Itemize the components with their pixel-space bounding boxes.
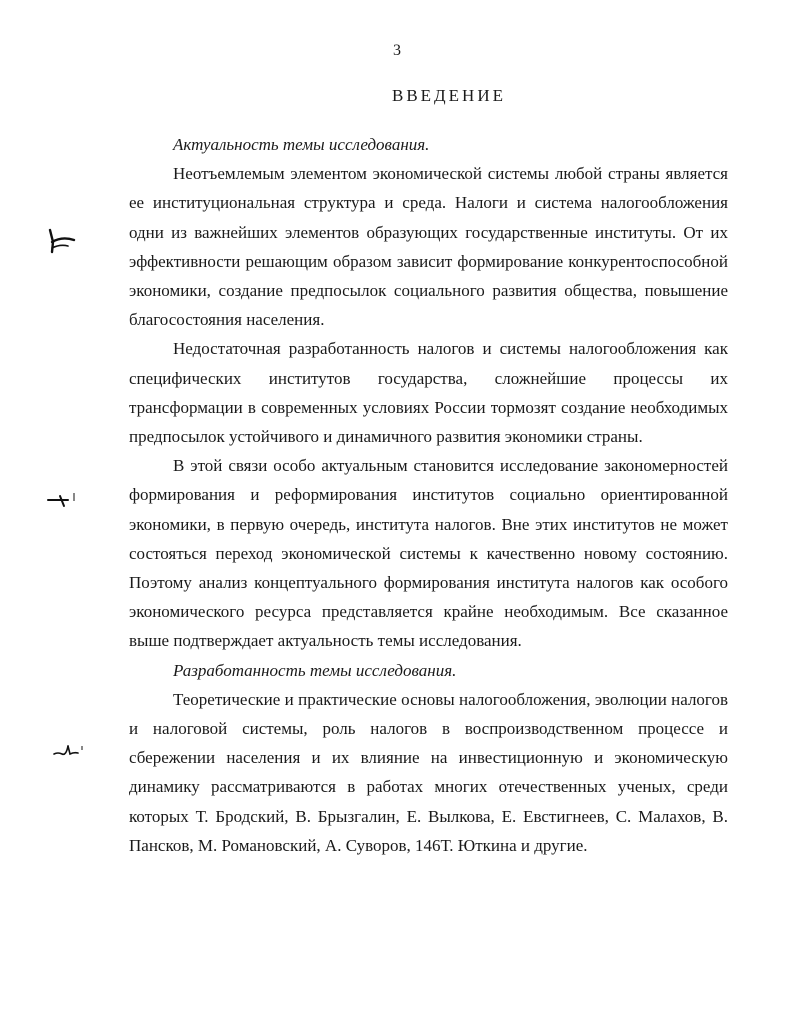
section-subheading: Разработанность темы исследования. <box>173 660 457 680</box>
margin-mark-icon <box>46 490 80 510</box>
paragraph: Теоретические и практические основы налогообложения, эволюции налогов и налоговой системы, роль налогов в воспроизводственном процессе и сбережении населения и их влияние на инвестиционную и экономическую динамику рассматриваются в работах многих отечественных ученых, среди которых Т. Бродский, В. Брызгалин, Е. Вылкова, Е. Евстигнеев, С. Малахов, В. Пансков, М. Романовский, А. Суворов, 146Т. Юткина и другие. <box>129 689 728 855</box>
margin-mark-icon <box>44 226 78 256</box>
paragraph: В этой связи особо актуальным становится исследование закономерностей формирования и реформирования институтов социально ориентированной экономики, в первую очередь, института налогов. Вне этих институтов не может состояться переход экономической системы к качественно новому состоянию. Поэтому анализ концептуального формирования института налогов как особого экономического ресурса представляется крайне необходимым. Все сказанное выше подтверждает актуальность темы исследования. <box>129 456 728 651</box>
page-heading: ВВЕДЕНИЕ <box>392 86 506 105</box>
section-subheading: Актуальность темы исследования. <box>173 135 430 154</box>
margin-mark-icon <box>52 740 86 760</box>
paragraph: Неотъемлемым элементом экономической системы любой страны является ее институциональная структура и среда. Налоги и система налогообложения одни из важнейших элементов образующих государственные институты. От их эффективности решающим образом зависит формирование конкурентоспособной экономики, создание предпосылок социального развития общества, повышение благосостояния населения. <box>129 164 728 330</box>
page-number: 3 <box>393 42 401 59</box>
paragraph: Недостаточная разработанность налогов и системы налогообложения как специфических институтов государства, сложнейшие процессы их трансформации в современных условиях России тормозят создание необходимых предпосылок устойчивого и динамичного развития экономики страны. <box>129 339 728 447</box>
text-column <box>129 130 728 860</box>
